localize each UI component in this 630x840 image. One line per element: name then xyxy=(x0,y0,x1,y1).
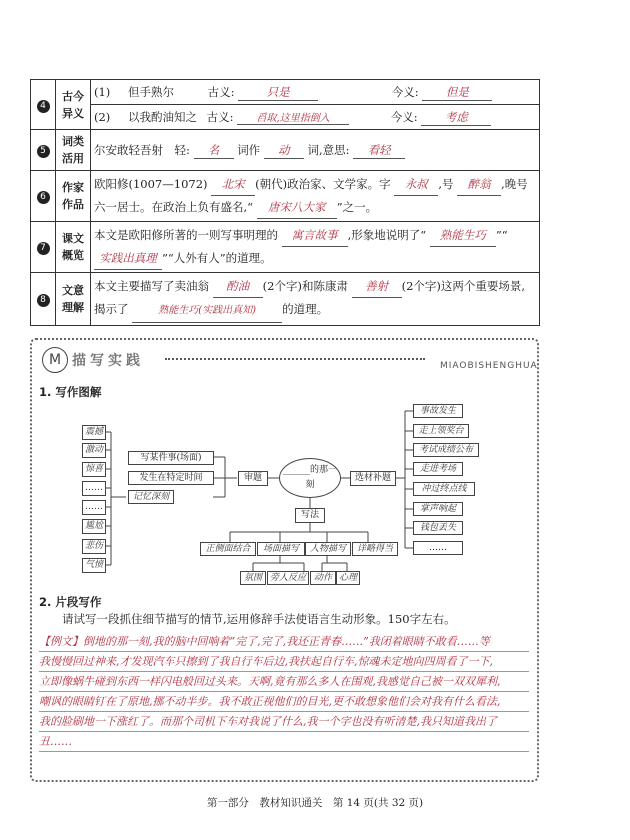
mood-word: 激动 xyxy=(82,443,106,458)
row-label: 课文概览 xyxy=(56,222,91,273)
meaning-row: 本文主要描写了卖油翁 酌油 (2个字)和陈康肃 善射 (2个字)这两个重要场景,揭示了 熟能生巧(实践出真知) 的道理。 xyxy=(91,273,540,326)
row-label: 古今异义 xyxy=(56,80,91,130)
material-item: …… xyxy=(413,541,463,555)
page-footer: 第一部分 教材知识通关 第 14 页(共 32 页) xyxy=(206,797,424,809)
material-item: 走上领奖台 xyxy=(413,424,469,438)
essay-line: 我的脸刷地一下涨红了。而那个司机下车对我说了什么,我一个字也没有听清楚,我只知道我出了 xyxy=(39,712,529,732)
essay-line: 【例文】倒地的那一刻,我的脑中回响着“完了,完了,我还正青春……”我闭着眼睛不敢看……等 xyxy=(39,632,529,652)
material-item: 钱包丢失 xyxy=(413,521,463,535)
mood-word: 惊喜 xyxy=(82,462,106,477)
cilei-row: 尔安敢轻吾射 轻: 名 词作 动 词,意思: 看轻 xyxy=(91,130,540,171)
row-number: 4 xyxy=(31,80,56,130)
shenti-box: 审题 xyxy=(238,471,268,486)
author-row: 欧阳修(1007—1072) 北宋 (朝代)政治家、文学家。字 永叔 ,号 醉翁 ,晚号六一居士。在政治上负有盛名,“ 唐宋八大家 ”之一。 xyxy=(91,171,540,222)
material-item: 考试成绩公布 xyxy=(413,443,479,457)
essay-line: 丑…… xyxy=(39,732,529,752)
gujin-a: (1) 但手熟尔 古义: 只是 今义: 但是 xyxy=(91,80,540,105)
mood-word: 尴尬 xyxy=(82,519,106,534)
mood-word: …… xyxy=(82,500,106,515)
row-label: 作家作品 xyxy=(56,171,91,222)
method-box: 正侧面结合 xyxy=(200,542,256,556)
fragment-title: 2. 片段写作 xyxy=(39,595,102,609)
sub-method-box: 心理 xyxy=(336,571,360,585)
method-box: 场面描写 xyxy=(257,542,305,556)
material-item: 冲过终点线 xyxy=(413,482,475,496)
overview-row: 本文是欧阳修所著的一则写事明理的 寓言故事 ,形象地说明了“ 熟能生巧 ”“ 实践出真理 ”“人外有人”的道理。 xyxy=(91,222,540,273)
xuancai-box: 选材补题 xyxy=(350,471,396,486)
section-title: 描写实践 xyxy=(72,353,144,369)
vocab-table: 4 古今异义 (1) 但手熟尔 古义: 只是 今义: 但是 (2) 以我酌油知之 古义: 舀取,这里指倒入 今义: 考虑 5 词类活用 尔安敢轻吾射 轻: 名 词作 动 词,意思: 看轻 6 作家作品 欧阳修(1007—1072) 北宋 (朝代)政治家、文学家。字 永叔 ,号 醉翁 ,晚号六一居士。在政治上负有盛名,“ 唐宋八大家 ”之一。 7 课文概览 本文是欧阳修所著的一则写事明理的 寓言故事 ,形象地说明了“ 熟能生巧 ”“ 实践出真理 ”“人外有人”的道理。 8 文意理解 本文主要描写了卖油翁 酌油 (2个字)和陈康肃 善射 (2个字)这两个重要场景,揭示了 熟能生巧(实践出真知) 的道理。 xyxy=(30,79,540,326)
mood-word: 震撼 xyxy=(82,425,106,440)
method-box: 详略得当 xyxy=(352,542,398,556)
row-label: 文意理解 xyxy=(56,273,91,326)
gujin-b: (2) 以我酌油知之 古义: 舀取,这里指倒入 今义: 考虑 xyxy=(91,105,540,130)
method-box: 人物描写 xyxy=(305,542,351,556)
center-topic: ______的那一刻 xyxy=(279,458,341,498)
sub-method-box: 旁人反应 xyxy=(267,571,309,585)
row-label: 词类活用 xyxy=(56,130,91,171)
essay-line: 嘲讽的眼睛钉在了原地,挪不动半步。我不敢正视他们的目光,更不敢想象他们会对我有什么看法, xyxy=(39,692,529,712)
sub-method-box: 氛围 xyxy=(240,571,266,585)
sample-essay xyxy=(39,632,529,752)
writing-diagram-title: 1. 写作图解 xyxy=(39,385,102,399)
section-badge: M xyxy=(42,347,68,373)
material-item: 走进考场 xyxy=(413,462,463,476)
requirement-box: 发生在特定时间 xyxy=(128,471,214,485)
material-item: 事故发生 xyxy=(413,404,463,418)
mood-word: …… xyxy=(82,481,106,496)
mood-word: 悲伤 xyxy=(82,539,106,554)
writing-prompt: 请试写一段抓住细节描写的情节,运用修辞手法使语言生动形象。150字左右。 xyxy=(62,612,456,626)
section-pinyin: MIAOBISHENGHUA xyxy=(440,361,538,371)
material-item: 掌声响起 xyxy=(413,502,463,516)
sub-method-box: 动作 xyxy=(310,571,336,585)
essay-line: 我慢慢回过神来,才发现汽车只擦到了我自行车后边,我扶起自行车,惊魂未定地向四周看了一下, xyxy=(39,652,529,672)
requirement-box: 记忆深刻 xyxy=(128,490,174,504)
requirement-box: 写某件事(场面) xyxy=(128,451,214,465)
mood-word: 气愤 xyxy=(82,558,106,573)
xiefa-box: 写法 xyxy=(295,508,325,523)
essay-line: 立即像蜗牛碰到东西一样闪电般回过头来。天啊,竟有那么多人在围观,我感觉自己被一双双犀利, xyxy=(39,672,529,692)
